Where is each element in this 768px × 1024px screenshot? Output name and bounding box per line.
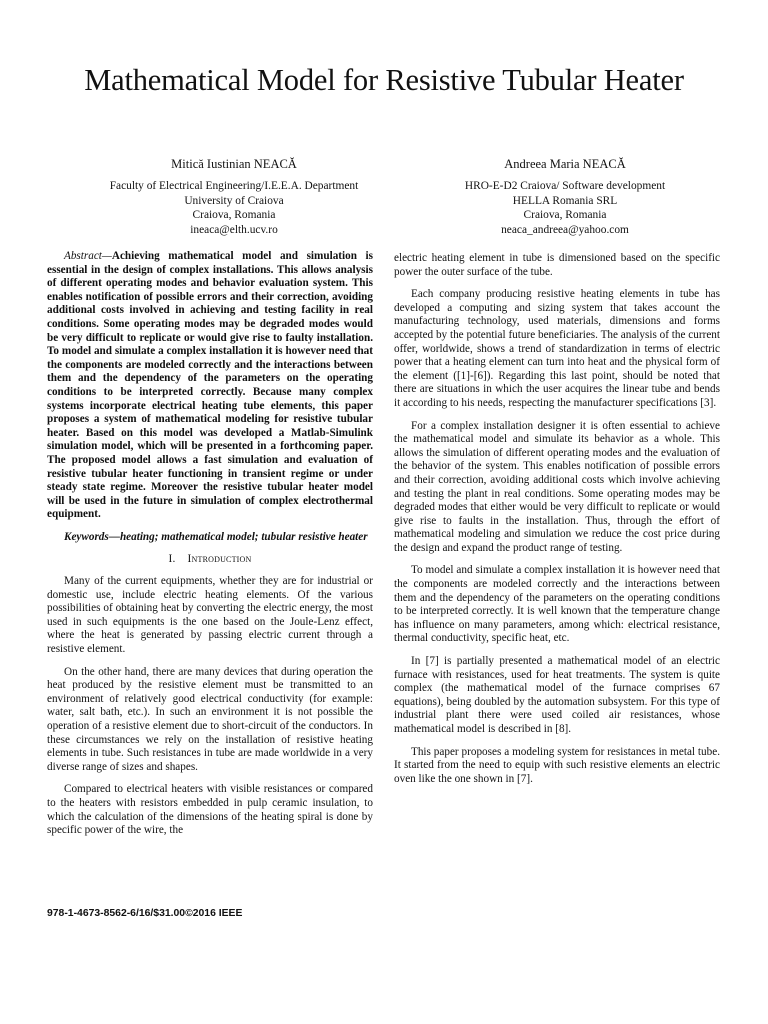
section-title: Introduction (187, 553, 252, 566)
author-affiliation: HRO-E-D2 Craiova/ Software development (464, 180, 666, 192)
copyright-footer: 978-1-4673-8562-6/16/$31.00©2016 IEEE (47, 908, 243, 919)
paper-title: Mathematical Model for Resistive Tubular Heater (84, 63, 684, 97)
section-heading (47, 553, 373, 567)
section-number: I. (168, 553, 176, 566)
body-paragraph: On the other hand, there are many devices that during operation the heat produced by the resistive element must be transmitted to an environment of relatively good electrical conductivity (for example: water, salt bath, etc.). In such an environment it is not possible the operation of a resistive element due to short-circuit of the conductors. In these circumstances we rely on the installation of resistive heating elements in tube. Such resistances in tube are made worldwide in a very diverse range of sizes and shapes. (47, 665, 373, 773)
author-institution: University of Craiova (184, 194, 284, 207)
body-paragraph: To model and simulate a complex installation it is however need that the components are modeled correctly and the interactions between them and the dependency of the parameters on the operating conditions to be interpreted correctly. It is well known that the temperature change has influence on many parameters, among which: electrical resistance, thermal conductivity, specific heat, etc. (394, 564, 720, 645)
author-name: Andreea Maria NEACĂ (504, 157, 626, 171)
right-column (394, 252, 720, 795)
body-paragraph: Compared to electrical heaters with visible resistances or compared to the heaters with resistors embedded in pulp ceramic insulation, to which the calculation of the dimensions of the heating spiral is done by specific power of the wire, the (47, 783, 373, 837)
keywords-label: Keywords— (64, 530, 120, 543)
author-affiliation: Faculty of Electrical Engineering/I.E.E.A. Department (109, 180, 359, 192)
keywords-text: heating; mathematical model; tubular resistive heater (119, 530, 368, 543)
body-paragraph: Many of the current equipments, whether they are for industrial or domestic use, include electric heating elements. Of the various possibilities of obtaining heat by converting the electric energy, the most used in such equipments is the one based on the Joule-Lenz effect, where the heat is generated by passing electric current through a resistive element. (47, 575, 373, 656)
author-email: neaca_andreea@yahoo.com (501, 223, 629, 236)
body-paragraph: This paper proposes a modeling system for resistances in metal tube. It started from the need to equip with such resistive elements an electric oven like the one shown in [7]. (394, 745, 720, 785)
author-location: Craiova, Romania (523, 209, 607, 221)
body-paragraph: electric heating element in tube is dimensioned based on the specific power the outer surface of the tube. (394, 252, 720, 278)
abstract-text: Achieving mathematical model and simulation is essential in the design of complex installations. This allows analysis of different operating modes and behavior evaluation system. This enables notification of possible errors and their correction, avoiding additional costs involved in achieving and testing facility in real conditions. Some operating modes may be degraded modes would be very difficult to replicate or would give rise to faulty installation. To model and simulate a complex installation it is however need that the components are modeled correctly and the interactions between them and the dependency of the parameters on the operating conditions to be interpreted correctly. Because many complex systems incorporate electrical heating tube elements, this paper proposes a system of mathematical modeling for resistive tubular heater. Based on this model was developed a Matlab-Simulink simulation model, which will be presented in a forthcoming paper. The proposed model allows a fast simulation and evaluation of resistive tubular heater functioning in transient regime or under steady state regime. Moreover the resistive tubular heater model will be used in the future in simulation of complex electrothermal equipment. (47, 250, 373, 521)
body-paragraph: In [7] is partially presented a mathematical model of an electric furnace with resistances, used for heat treatments. The system is quite complex (the mathematical model of the furnace comprises 67 equations), being doubled by the automation subsystem. For this type of industrial plant there were used coiled air resistances, whose mathematical model is described in [8]. (394, 655, 720, 735)
author-institution: HELLA Romania SRL (512, 194, 618, 207)
body-paragraph: For a complex installation designer it is often essential to achieve the mathematical model and simulate its behavior as a whole. This allows the simulation of different operating modes and the evaluation of the behavior of the system. This enables notification of possible errors and their correction, avoiding additional costs which involve achieving and testing the plant in real conditions. Some operating modes may be degraded modes that either would be very difficult to replicate or would give rise to faults in the installation. Thus, through the effort of mathematical modeling and simulation we reduce the cost price during the design and expand the product range of testing. (394, 419, 720, 554)
abstract-label: Abstract— (64, 250, 112, 262)
left-column (47, 250, 373, 847)
abstract (47, 250, 373, 522)
body-paragraph: Each company producing resistive heating elements in tube has developed a computing and sizing system that takes account the manufacturing technology, used materials, dimensions and forms accepted by the potential future beneficiaries. The analysis of the current offer, worldwide, shows a trend of standardization in terms of electric power that a heating element can turn into heat and the physical form of the element ([1]-[6]). Regarding this last point, should be noted that there are situations in which the user acquires the linear tube and bends it according to his needs, respecting the manufacturer specifications [3]. (394, 288, 720, 409)
author-block-1 (84, 155, 384, 237)
author-block-2 (415, 155, 715, 237)
author-email: ineaca@elth.ucv.ro (190, 223, 278, 236)
author-name: Mitică Iustinian NEACĂ (171, 157, 297, 171)
author-location: Craiova, Romania (192, 209, 276, 221)
keywords (47, 531, 373, 545)
